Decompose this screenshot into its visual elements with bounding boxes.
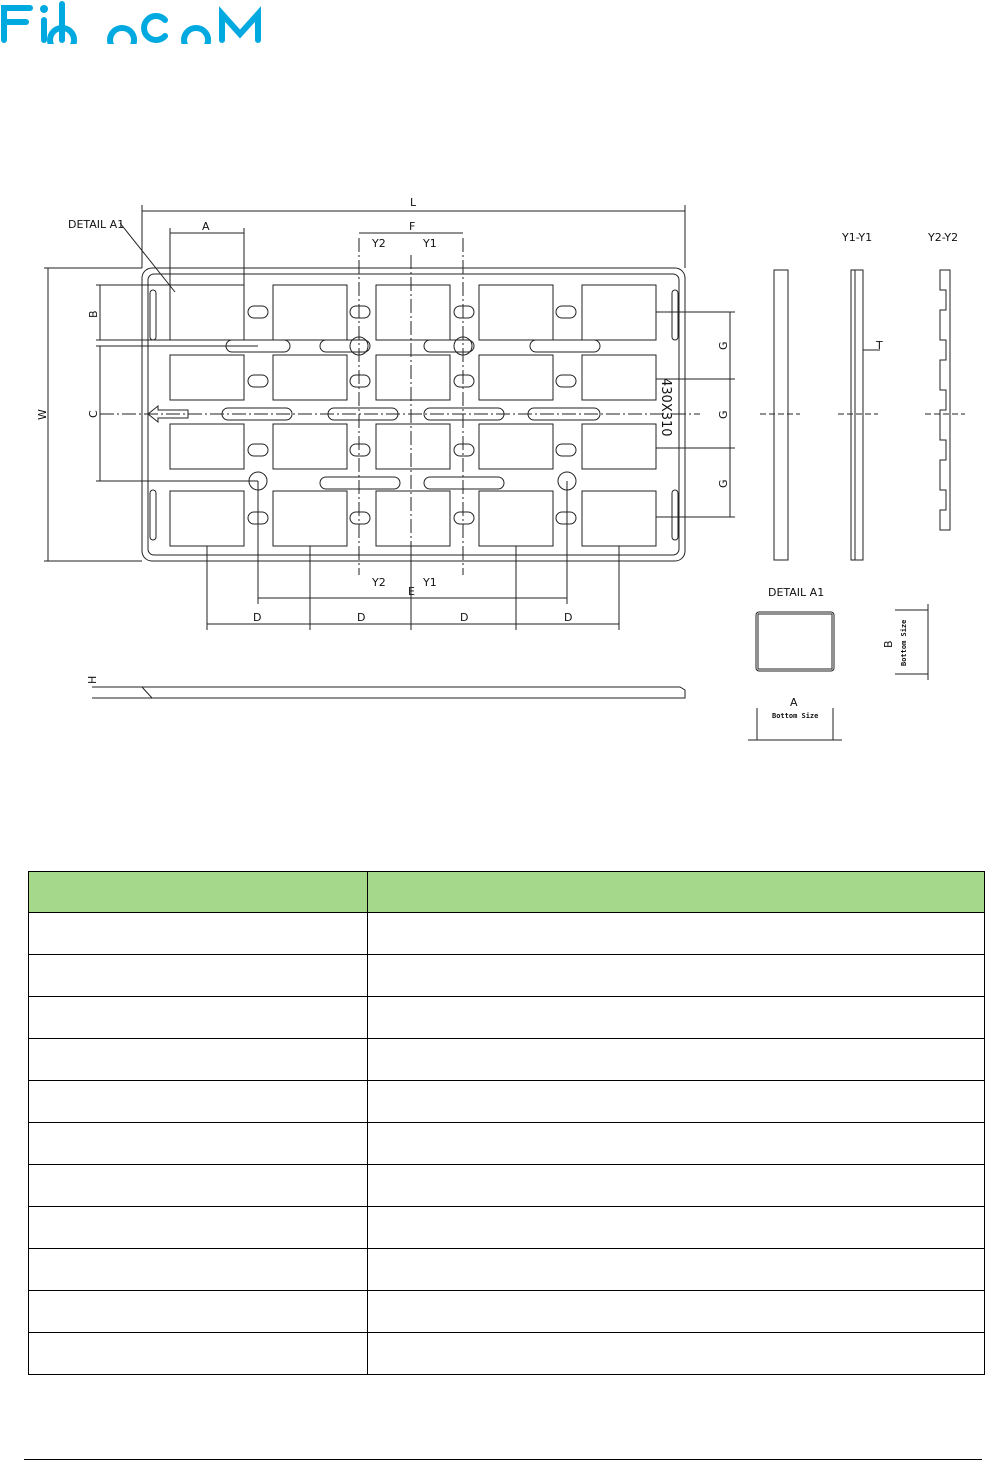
table-cell (368, 1123, 985, 1165)
footer-divider (24, 1459, 982, 1460)
table-cell (368, 1165, 985, 1207)
table-row (29, 1333, 985, 1375)
table-cell (368, 955, 985, 997)
label-f: F (409, 220, 416, 233)
label-y2-top: Y2 (372, 237, 386, 250)
table-cell (29, 1249, 368, 1291)
table-cell (368, 1249, 985, 1291)
label-g-1: G (717, 341, 730, 350)
label-b-detail: B (882, 640, 895, 648)
table-row (29, 1081, 985, 1123)
label-d-3: D (460, 611, 469, 624)
table-row (29, 1039, 985, 1081)
label-h: H (86, 675, 99, 684)
table-cell (29, 1081, 368, 1123)
table-row (29, 1207, 985, 1249)
label-section-y2: Y2-Y2 (928, 231, 959, 244)
label-bottom-size-b: Bottom Size (900, 619, 908, 666)
label-a-detail: A (790, 696, 798, 709)
label-g-2: G (717, 410, 730, 419)
label-detail-a1: DETAIL A1 (68, 218, 125, 231)
label-b: B (87, 310, 100, 318)
label-section-y1: Y1-Y1 (842, 231, 873, 244)
table-cell (368, 1291, 985, 1333)
table-header-cell (368, 872, 985, 913)
table-row (29, 1123, 985, 1165)
label-t: T (876, 339, 883, 352)
table-cell (29, 1207, 368, 1249)
label-a: A (202, 220, 210, 233)
tray-dimension-table (28, 871, 985, 1375)
table-cell (29, 1165, 368, 1207)
label-y1-top: Y1 (423, 237, 437, 250)
label-d-1: D (253, 611, 262, 624)
label-l: L (410, 196, 417, 209)
table-cell (368, 1081, 985, 1123)
table-cell (368, 1333, 985, 1375)
table-row (29, 1165, 985, 1207)
table-cell (368, 1207, 985, 1249)
label-c: C (87, 410, 100, 418)
table-cell (29, 1291, 368, 1333)
table-row (29, 913, 985, 955)
table-cell (29, 955, 368, 997)
label-d-2: D (357, 611, 366, 624)
table-cell (368, 1039, 985, 1081)
table-row (29, 1249, 985, 1291)
table-header-row (29, 872, 985, 913)
table-cell (29, 1333, 368, 1375)
table-row (29, 955, 985, 997)
label-detail-a1-view: DETAIL A1 (768, 586, 825, 599)
label-y1-bottom: Y1 (423, 576, 437, 589)
label-w: W (36, 409, 49, 420)
table-row (29, 1291, 985, 1333)
table-cell (368, 913, 985, 955)
table-cell (368, 997, 985, 1039)
label-bottom-size-a: Bottom Size (772, 712, 819, 720)
table-cell (29, 1123, 368, 1165)
table-header-cell (29, 872, 368, 913)
table-cell (29, 997, 368, 1039)
label-g-3: G (717, 479, 730, 488)
tray-size-mark: 430X310 (658, 378, 673, 437)
label-y2-bottom: Y2 (372, 576, 386, 589)
table-cell (29, 913, 368, 955)
label-e: E (408, 585, 415, 598)
label-d-4: D (564, 611, 573, 624)
table-row (29, 997, 985, 1039)
table-cell (29, 1039, 368, 1081)
